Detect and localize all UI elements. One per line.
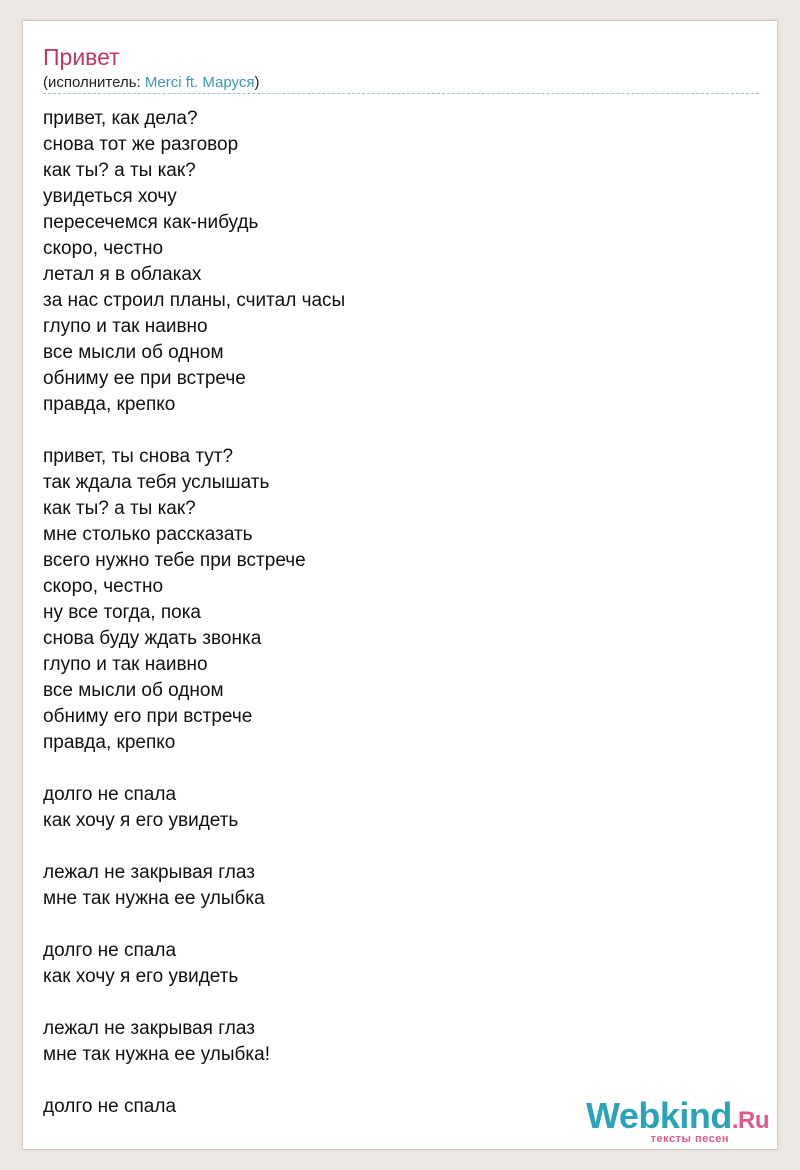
lyric-line: летал я в облаках [43,264,202,285]
logo-main-text: Webkind [585,1095,732,1136]
lyric-line: пересечемся как-нибудь [43,212,259,233]
lyric-line: лежал не закрывая глаз [43,862,255,883]
lyric-line: долго не спала [43,784,177,805]
stanza-break [43,1068,345,1094]
lyric-line: мне так нужна ее улыбка [43,888,265,909]
lyric-line: мне столько рассказать [43,524,253,545]
lyric-line: обниму его при встрече [43,706,253,727]
lyric-line: обниму ее при встрече [43,368,246,389]
lyric-line: все мысли об одном [43,680,224,701]
lyric-line: мне так нужна ее улыбка! [43,1044,270,1065]
lyric-line: за нас строил планы, считал часы [43,290,346,311]
logo-tld-text: .Ru [731,1107,769,1134]
lyric-line: ну все тогда, пока [43,602,201,623]
stanza-break [43,756,345,782]
stanza-break [43,834,345,860]
stanza-break [43,912,345,938]
stanza-break [43,990,345,1016]
artist-prefix: (исполнитель: [43,74,145,91]
lyric-line: как ты? а ты как? [43,160,196,181]
lyric-line: снова буду ждать звонка [43,628,262,649]
lyrics-card [22,20,778,1150]
lyric-line: как хочу я его увидеть [43,810,239,831]
lyric-line: долго не спала [43,1096,177,1117]
lyric-line: скоро, честно [43,238,164,259]
lyric-line: снова тот же разговор [43,134,239,155]
lyric-line: долго не спала [43,940,177,961]
artist-suffix: ) [254,74,260,91]
lyric-line: как хочу я его увидеть [43,966,239,987]
artist-line [43,73,260,93]
logo-tagline: тексты песен [650,1133,729,1145]
lyric-line: привет, как дела? [43,108,198,129]
lyric-line: всего нужно тебе при встрече [43,550,306,571]
lyric-line: правда, крепко [43,394,176,415]
song-title: Привет [43,44,120,70]
stanza-break [43,418,345,444]
lyric-line: так ждала тебя услышать [43,472,270,493]
lyric-line: скоро, честно [43,576,164,597]
dashed-divider [43,93,759,94]
lyric-line: как ты? а ты как? [43,498,196,519]
lyric-line: увидеться хочу [43,186,177,207]
lyric-line: глупо и так наивно [43,316,208,337]
lyric-line: глупо и так наивно [43,654,208,675]
lyrics-text [43,106,345,1120]
artist-link[interactable]: Merci ft. Маруся [144,74,255,91]
lyric-line: правда, крепко [43,732,176,753]
site-logo[interactable] [586,1096,769,1145]
lyric-line: привет, ты снова тут? [43,446,234,467]
lyric-line: лежал не закрывая глаз [43,1018,255,1039]
lyric-line: все мысли об одном [43,342,224,363]
